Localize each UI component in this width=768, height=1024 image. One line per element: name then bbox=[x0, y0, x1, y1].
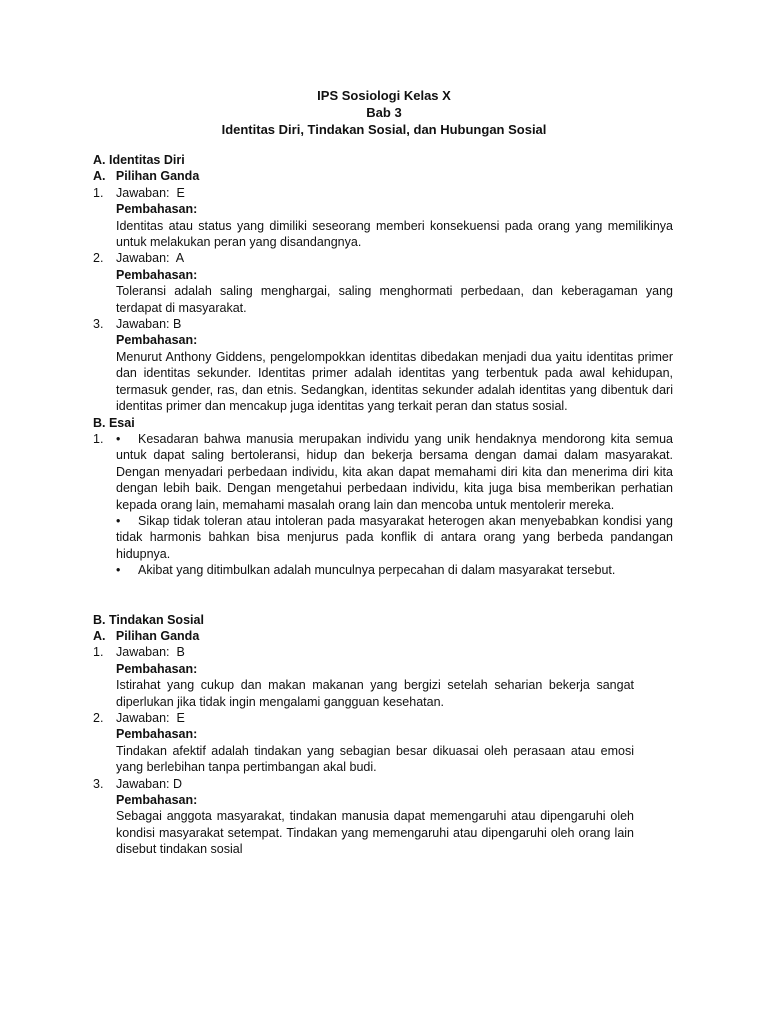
essay-bullet-text: Akibat yang ditimbulkan adalah munculnya perpecahan di dalam masyarakat tersebut. bbox=[138, 563, 616, 578]
item-explanation-label: Pembahasan: bbox=[116, 333, 198, 348]
item-number: 3. bbox=[93, 776, 104, 791]
item-number: 1. bbox=[93, 645, 104, 660]
item-explanation-label: Pembahasan: bbox=[116, 267, 198, 282]
list-item bbox=[93, 644, 634, 710]
bullet-icon: • bbox=[116, 513, 121, 528]
item-explanation-text: Sebagai anggota masyarakat, tindakan manusia dapat memengaruhi atau dipengaruhi oleh kondisi masyarakat setempat. Tindakan yang memengaruhi atau dipengaruhi oleh orang lain disebut tindakan sosial bbox=[116, 809, 634, 857]
item-number: 1. bbox=[93, 431, 104, 446]
item-number: 1. bbox=[93, 185, 104, 200]
item-explanation-label: Pembahasan: bbox=[116, 202, 198, 217]
essay-bullet-text: Sikap tidak toleran atau intoleran pada masyarakat heterogen akan menyebabkan kondisi yang tidak harmonis bahkan bisa menjurus pada konflik di antara orang yang berbeda pandangan hidupnya. bbox=[116, 513, 673, 561]
item-explanation-text: Tindakan afektif adalah tindakan yang sebagian besar dikuasai oleh perasaan atau emosi yang berlebihan tanpa pertimbangan akal budi. bbox=[116, 743, 634, 775]
essay-bullet bbox=[116, 513, 673, 562]
section-a-heading: A. Identitas Diri bbox=[93, 153, 185, 167]
item-answer: Jawaban: E bbox=[116, 711, 185, 725]
list-item bbox=[93, 316, 673, 414]
section-b-sub-multiple-choice: A. Pilihan Ganda bbox=[93, 628, 200, 643]
item-explanation-text: Toleransi adalah saling menghargai, saling menghormati perbedaan, dan keberagaman yang terdapat di masyarakat. bbox=[116, 284, 673, 315]
list-item bbox=[93, 250, 673, 316]
document-body bbox=[93, 152, 673, 858]
essay-item bbox=[93, 431, 673, 579]
section-spacer bbox=[93, 579, 673, 612]
list-item bbox=[93, 776, 634, 858]
item-number: 2. bbox=[93, 711, 104, 725]
document-title: IPS Sosiologi Kelas X bbox=[317, 88, 451, 103]
item-explanation-label: Pembahasan: bbox=[116, 661, 198, 676]
bullet-icon: • bbox=[116, 563, 121, 578]
essay-bullet bbox=[116, 562, 673, 578]
item-explanation-label: Pembahasan: bbox=[116, 793, 198, 808]
item-answer: Jawaban: D bbox=[116, 776, 183, 791]
item-explanation-label: Pembahasan: bbox=[116, 727, 198, 742]
item-answer: Jawaban: B bbox=[116, 645, 185, 660]
essay-bullet-text: Kesadaran bahwa manusia merupakan individu yang unik hendaknya mendorong kita semua untuk dapat saling bertoleransi, hidup dan bekerja bersama dengan damai dalam masyarakat. Dengan menyadari perbedaan individu, kita akan dapat memahami diri kita dan menerima diri kita dengan lebih baik. Dengan mengetahui perbedaan individu, kita juga bisa memberikan perhatian kepada orang lain, memahami masalah orang lain dan mencoba untuk mentolerir mereka. bbox=[116, 431, 673, 512]
item-answer: Jawaban: E bbox=[116, 185, 185, 200]
item-explanation-text: Istirahat yang cukup dan makan makanan yang bergizi setelah seharian bekerja sangat diperlukan jika tidak ingin mengalami gangguan kesehatan. bbox=[116, 678, 634, 709]
list-item bbox=[93, 185, 673, 251]
essay-bullet bbox=[116, 431, 673, 513]
section-a-sub-multiple-choice: A. Pilihan Ganda bbox=[93, 169, 200, 184]
section-b-heading: B. Tindakan Sosial bbox=[93, 612, 204, 627]
item-answer: Jawaban: B bbox=[116, 317, 182, 332]
item-explanation-text: Identitas atau status yang dimiliki seseorang memberi konsekuensi pada orang yang memilikinya untuk melakukan peran yang disandangnya. bbox=[116, 218, 673, 250]
list-item bbox=[93, 710, 634, 776]
item-explanation-text: Menurut Anthony Giddens, pengelompokkan identitas dibedakan menjadi dua yaitu identitas primer dan identitas sekunder. Identitas primer adalah identitas yang terbentuk pada awal kehidupan, termasuk gender, ras, dan etnis. Sedangkan, identitas sekunder adalah identitas yang dibentuk dari identitas primer dan mencakup juga identitas yang terkait peran dan status sosial. bbox=[116, 349, 673, 414]
chapter-label: Bab 3 bbox=[366, 105, 402, 120]
item-number: 3. bbox=[93, 317, 104, 332]
chapter-title: Identitas Diri, Tindakan Sosial, dan Hubungan Sosial bbox=[221, 122, 547, 137]
item-number: 2. bbox=[93, 251, 104, 266]
bullet-icon: • bbox=[116, 431, 121, 446]
item-answer: Jawaban: A bbox=[116, 251, 185, 266]
section-a-sub-essay: B. Esai bbox=[93, 415, 135, 430]
